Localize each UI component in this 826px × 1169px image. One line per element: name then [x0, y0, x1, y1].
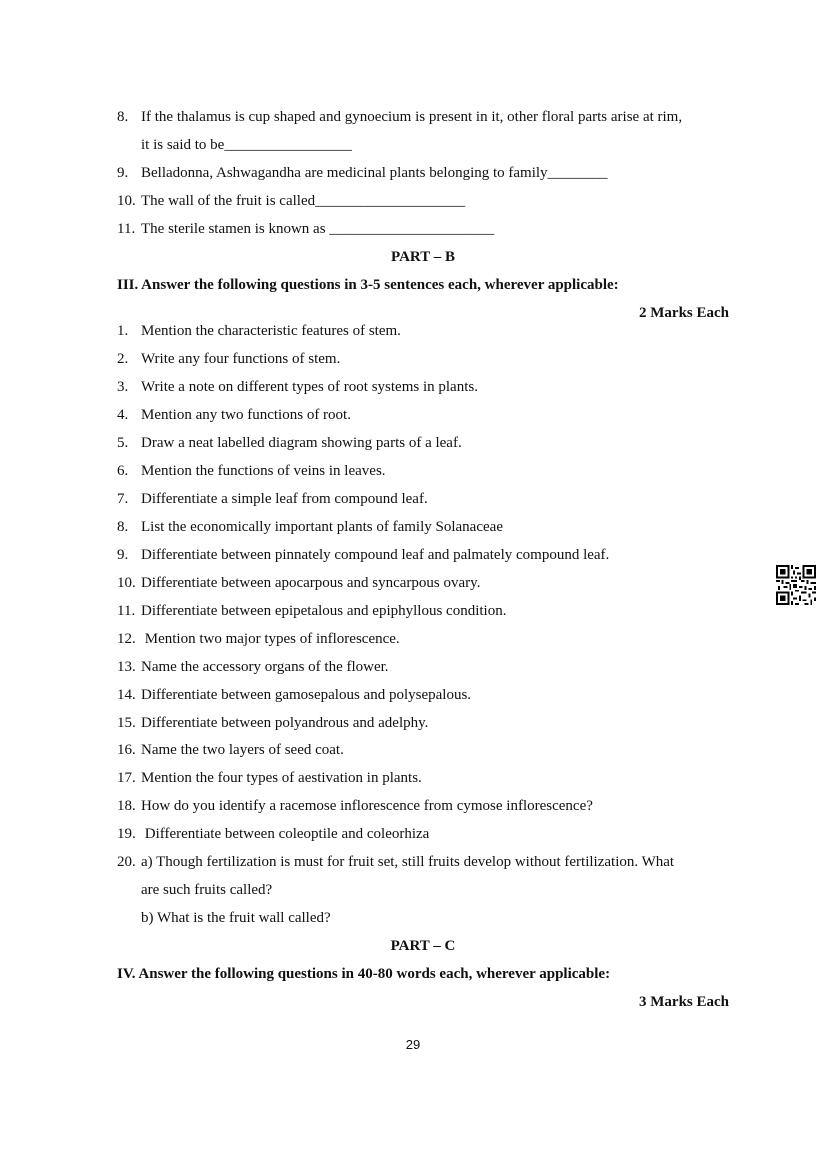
question-item: 10. Differentiate between apocarpous and syncarpous ovary. — [117, 575, 481, 591]
question-item: 11. Differentiate between epipetalous and epiphyllous condition. — [117, 603, 507, 619]
question-item: 11. The sterile stamen is known as ______________________ — [117, 221, 495, 237]
question-item: 3. Write a note on different types of root systems in plants. — [117, 379, 478, 395]
question-item: 13. Name the accessory organs of the flower. — [117, 659, 389, 675]
question-item: 4. Mention any two functions of root. — [117, 407, 351, 423]
question-continuation: it is said to be_________________ — [141, 137, 352, 153]
question-item: 16. Name the two layers of seed coat. — [117, 742, 344, 758]
question-item: 10. The wall of the fruit is called____________________ — [117, 193, 466, 209]
question-item: 20. a) Though fertilization is must for fruit set, still fruits develop without fertilization. What — [117, 854, 675, 870]
question-continuation: b) What is the fruit wall called? — [141, 910, 331, 926]
part-c-marks: 3 Marks Each — [639, 994, 729, 1010]
question-item: 19. Differentiate between coleoptile and coleorhiza — [117, 826, 430, 842]
question-item: 8. List the economically important plants of family Solanaceae — [117, 519, 503, 535]
question-item: 5. Draw a neat labelled diagram showing parts of a leaf. — [117, 435, 462, 451]
question-item: 12. Mention two major types of inflorescence. — [117, 631, 400, 647]
question-item: 15. Differentiate between polyandrous and adelphy. — [117, 715, 429, 731]
part-b-heading: PART – B — [391, 249, 455, 265]
question-item: 9. Belladonna, Ashwagandha are medicinal plants belonging to family________ — [117, 165, 608, 181]
part-c-instruction: IV. Answer the following questions in 40-80 words each, wherever applicable: — [117, 966, 611, 982]
question-continuation: are such fruits called? — [141, 882, 273, 898]
part-b-marks: 2 Marks Each — [639, 305, 729, 321]
qr-code-icon — [776, 565, 816, 605]
question-item: 9. Differentiate between pinnately compound leaf and palmately compound leaf. — [117, 547, 610, 563]
page-number: 29 — [405, 1037, 421, 1052]
question-item: 8. If the thalamus is cup shaped and gynoecium is present in it, other floral parts arise at rim, — [117, 109, 683, 125]
question-item: 18. How do you identify a racemose inflorescence from cymose inflorescence? — [117, 798, 593, 814]
question-item: 14. Differentiate between gamosepalous and polysepalous. — [117, 687, 472, 703]
question-item: 2. Write any four functions of stem. — [117, 351, 341, 367]
question-item: 1. Mention the characteristic features of stem. — [117, 323, 401, 339]
part-c-heading: PART – C — [390, 938, 456, 954]
question-item: 6. Mention the functions of veins in leaves. — [117, 463, 386, 479]
part-b-instruction: III. Answer the following questions in 3-5 sentences each, wherever applicable: — [117, 277, 619, 293]
question-item: 17. Mention the four types of aestivation in plants. — [117, 770, 422, 786]
question-item: 7. Differentiate a simple leaf from compound leaf. — [117, 491, 428, 507]
